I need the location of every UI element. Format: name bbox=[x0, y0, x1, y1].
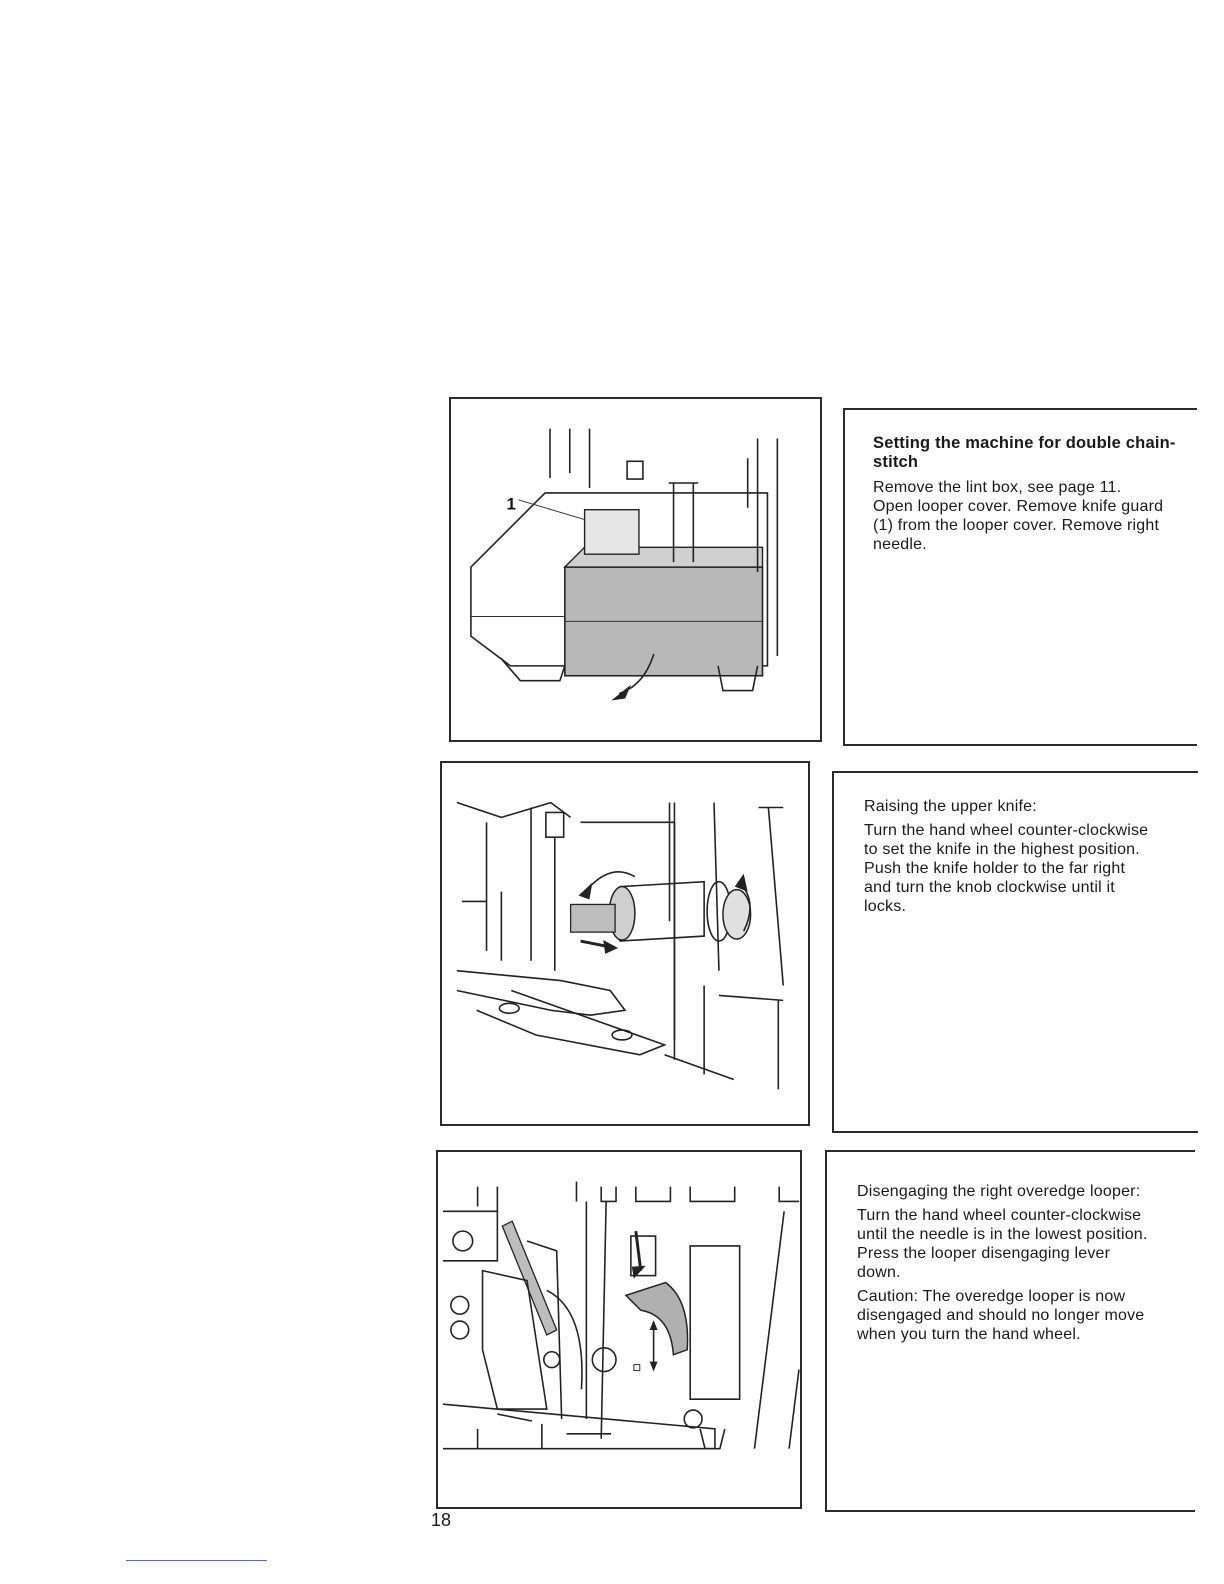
instruction-subheading: Disengaging the right overedge looper: bbox=[857, 1183, 1141, 1200]
upper-knife-illustration bbox=[442, 763, 808, 1124]
figure-upper-knife bbox=[440, 761, 810, 1126]
caution-paragraph: Caution: The overedge looper is now disengaged and should no longer move when you turn the hand wheel. bbox=[857, 1288, 1145, 1343]
section-heading: Setting the machine for double chain- stitch bbox=[873, 434, 1176, 471]
instruction-paragraph: Turn the hand wheel counter-clockwise until the needle is in the lowest position. Press the looper disengaging lever down. bbox=[857, 1207, 1148, 1281]
section-double-chainstitch bbox=[843, 408, 1197, 746]
instruction-paragraph: Turn the hand wheel counter-clockwise to set the knife in the highest position. Push the knife holder to the far right and turn the knob clockwise until it locks. bbox=[864, 822, 1149, 915]
figure-overedge-looper bbox=[436, 1150, 802, 1509]
sewing-machine-looper-cover-illustration bbox=[451, 399, 820, 740]
section-disengaging-looper bbox=[825, 1150, 1195, 1512]
section-raising-upper-knife bbox=[832, 771, 1198, 1133]
callout-1: 1 bbox=[506, 494, 516, 514]
instruction-subheading: Raising the upper knife: bbox=[864, 798, 1037, 815]
page-number: 18 bbox=[431, 1510, 452, 1530]
instruction-paragraph: Remove the lint box, see page 11. Open looper cover. Remove knife guard (1) from the looper cover. Remove right needle. bbox=[873, 479, 1164, 553]
figure-looper-cover bbox=[449, 397, 822, 742]
bottom-rule bbox=[126, 1560, 267, 1561]
overedge-looper-illustration bbox=[438, 1152, 800, 1507]
